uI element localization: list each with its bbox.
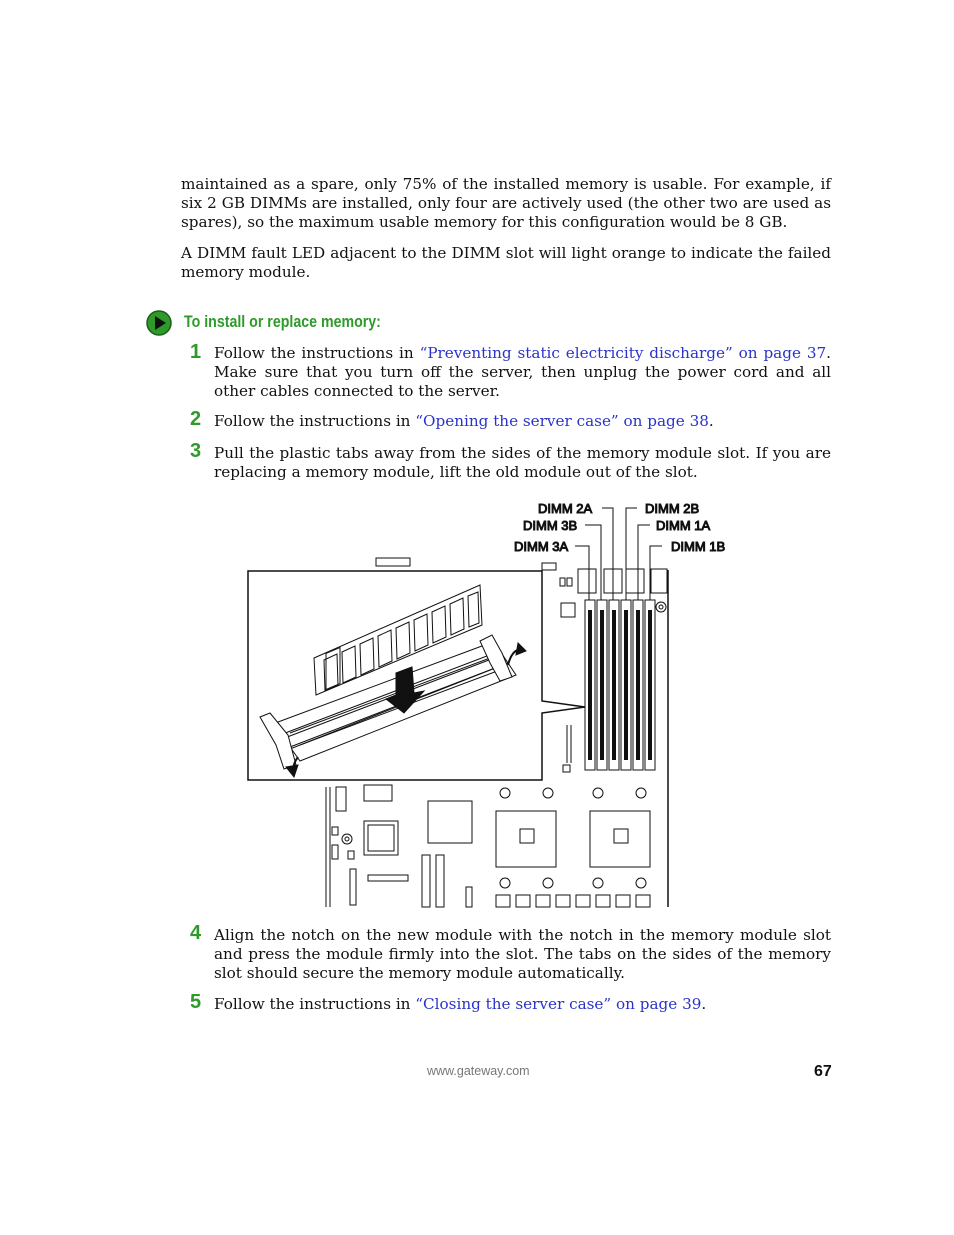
step-3-text: Pull the plastic tabs away from the sides of the memory module slot. If you are replacing a memory module, lift the old module out of the slot. xyxy=(214,444,831,481)
label-dimm-2a: DIMM 2A xyxy=(538,501,593,516)
procedure-heading: To install or replace memory: xyxy=(184,313,381,331)
page-number: 67 xyxy=(814,1063,832,1080)
step-number-3: 3 xyxy=(190,440,202,462)
label-dimm-1b: DIMM 1B xyxy=(671,539,726,554)
label-dimm-3b: DIMM 3B xyxy=(523,518,578,533)
step-5-text xyxy=(214,995,831,1014)
step-2-text xyxy=(214,412,831,431)
label-dimm-3a: DIMM 3A xyxy=(514,539,569,554)
step-number-4: 4 xyxy=(190,922,202,944)
link-opening-case[interactable]: “Opening the server case” on page 38 xyxy=(415,412,709,430)
label-dimm-2b: DIMM 2B xyxy=(645,501,700,516)
label-dimm-1a: DIMM 1A xyxy=(656,518,711,533)
memory-install-figure xyxy=(240,495,726,910)
step-2-pre: Follow the instructions in xyxy=(214,412,416,430)
go-arrow-icon xyxy=(146,310,172,336)
footer-url[interactable]: www.gateway.com xyxy=(427,1064,530,1078)
intro-paragraph-2: A DIMM fault LED adjacent to the DIMM slot will light orange to indicate the failed memory module. xyxy=(181,244,831,281)
step-5-post: . xyxy=(701,995,707,1013)
step-1-pre: Follow the instructions in xyxy=(214,344,420,362)
step-number-5: 5 xyxy=(190,991,202,1013)
step-number-2: 2 xyxy=(190,408,202,430)
step-1-post: . Make sure that you turn off the server, then unplug the power cord and all other cables connected to the server. xyxy=(214,344,831,400)
step-5-pre: Follow the instructions in xyxy=(214,995,416,1013)
link-closing-case[interactable]: “Closing the server case” on page 39 xyxy=(415,995,702,1013)
step-number-1: 1 xyxy=(190,341,202,363)
step-1-text xyxy=(214,344,831,401)
link-static-discharge[interactable]: “Preventing static electricity discharge” on page 37 xyxy=(419,344,827,362)
intro-paragraph-1: maintained as a spare, only 75% of the installed memory is usable. For example, if six 2 GB DIMMs are installed, only four are actively used (the other two are used as spares), so the maximum usable memory for this configuration would be 8 GB. xyxy=(181,175,831,231)
step-2-post: . xyxy=(708,412,714,430)
step-4-text: Align the notch on the new module with the notch in the memory module slot and press the module firmly into the slot. The tabs on the sides of the memory slot should secure the memory module automatically. xyxy=(214,926,831,982)
